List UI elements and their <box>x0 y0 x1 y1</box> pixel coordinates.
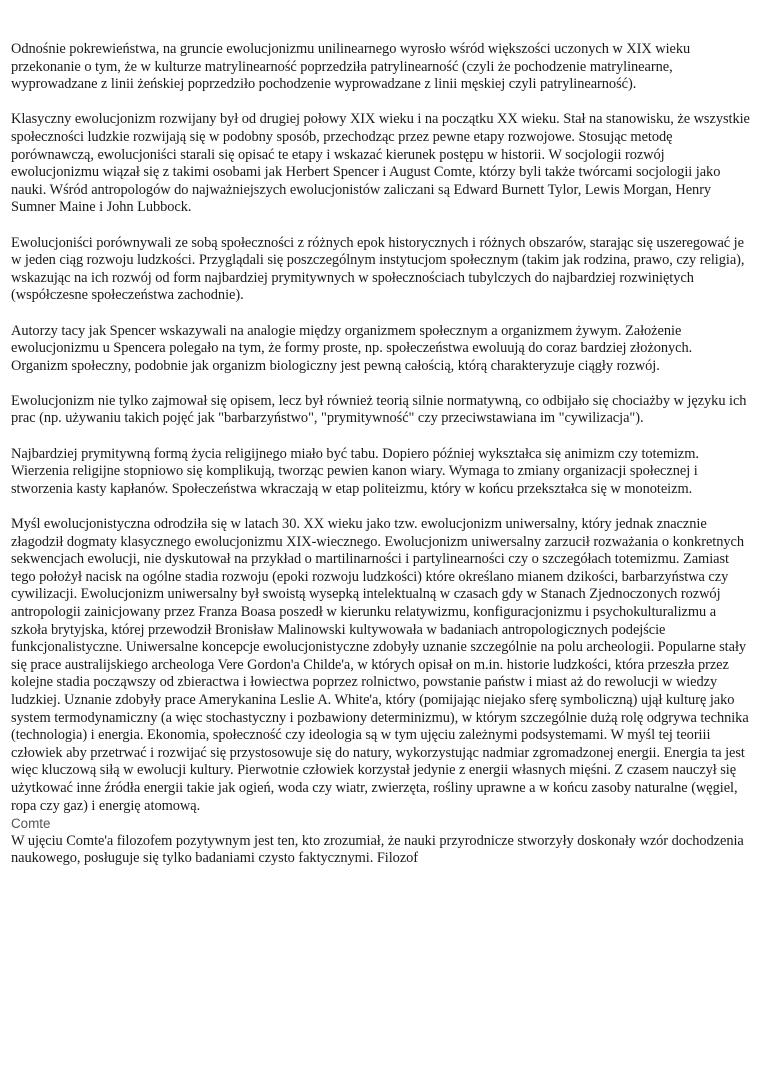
paragraph-normative-theory: Ewolucjonizm nie tylko zajmował się opisem, lecz był również teorią silnie normatywną, co odbijało się chociażby w języku ich prac (np. używaniu takich pojęć jak "barbarzyństwo", "prymitywność" czy przeciwstawiana im "cywilizacja"). <box>11 392 747 427</box>
paragraph-matrilineality: Odnośnie pokrewieństwa, na gruncie ewolucjonizmu unilinearnego wyrosło wśród większości uczonych w XIX wieku przekonanie o tym, że w kulturze matrylinearność poprzedziła patrylinearność (czyli że pochodzenie matrylinearne, wyprowadzane z linii żeńskiej poprzedziło pochodzenie wyprowadzane z linii męskiej czyli patrylinearność). <box>11 41 691 93</box>
paragraph-spencer-organism: Autorzy tacy jak Spencer wskazywali na analogie między organizmem społecznym a organizmem żywym. Założenie ewolucjonizmu u Spencera polegało na tym, że formy proste, np. społeczeństwa ewoluują do coraz bardziej złożonych. Organizm społeczny, podobnie jak organizm biologiczny jest pewną całością, którą charakteryzuje ciągły rozwój. <box>11 322 693 374</box>
paragraph-religion-stages: Najbardziej prymitywną formą życia religijnego miało być tabu. Dopiero później wykształca się animizm czy totemizm. Wierzenia religijne stopniowo się komplikują, tworząc pewien kanon wiary. Wymaga to zmiany organizacji społecznej i stworzenia kasty kapłanów. Społeczeństwa wkraczają w etap politeizmu, który w końcu przekształca się w monoteizm. <box>11 445 699 497</box>
paragraph-classical-evolutionism: Klasyczny ewolucjonizm rozwijany był od drugiej połowy XIX wieku i na początku XX wieku. Stał na stanowisku, że wszystkie społeczności ludzkie rozwijają się w podobny sposób, przechodząc przez pewne etapy rozwojowe. Stosując metodę porównawczą, ewolucjoniści starali się opisać te etapy i wskazać kierunek postępu w historii. W socjologii rozwój ewolucjonizmu wiązał się z takimi osobami jak Herbert Spencer i August Comte, którzy byli także twórcami socjologii jako nauki. Wśród antropologów do najważniejszych ewolucjonistów zaliczani są Edward Burnett Tylor, Lewis Morgan, Henry Sumner Maine i John Lubbock. <box>11 111 750 216</box>
paragraph-comparative-method: Ewolucjoniści porównywali ze sobą społeczności z różnych epok historycznych i różnych obszarów, starając się uszeregować je w jeden ciąg rozwoju ludzkości. Przyglądali się poszczególnym instytucjom społecznym (takim jak rodzina, prawo, czy religia), wskazując na ich rozwój od form najbardziej prymitywnych w społecznościach tubylczych do najbardziej rozwiniętych (współczesne społeczeństwa zachodnie). <box>11 234 745 304</box>
document-page <box>11 41 751 868</box>
paragraph-comte-positivism: W ujęciu Comte'a filozofem pozytywnym jest ten, kto zrozumiał, że nauki przyrodnicze stworzyły doskonały wzór dochodzenia naukowego, posługuje się tylko badaniami czysto faktycznymi. Filozof <box>11 832 744 867</box>
paragraph-universal-evolutionism: Myśl ewolucjonistyczna odrodziła się w latach 30. XX wieku jako tzw. ewolucjonizm uniwersalny, który jednak znacznie złagodził dogmaty klasycznego ewolucjonizmu XIX-wiecznego. Ewolucjonizm uniwersalny zarzucił rozważania o konkretnych sekwencjach ewolucji, nie dyskutował na przykład o martilinarności i partylinearności czy o szczegółach totemizmu. Zamiast tego położył nacisk na ogólne stadia rozwoju (epoki rozwoju ludzkości) które określano mianem dzikości, barbarzyństwa czy cywilizacji. Ewolucjonizm uniwersalny był swoistą wysepką intelektualną w czasach gdy w Stanach Zjednoczonych rozwój antropologii zainicjowany przez Franza Boasa poszedł w kierunku relatywizmu, konfiguracjonizmu i psychokulturalizmu a szkoła brytyjska, której przewodził Bronisław Malinowski kultywowała w badaniach antropologicznych podejście funkcjonalistyczne. Uniwersalne koncepcje ewolucjonistyczne zdobyły uznanie szczególnie na polu archeologii. Popularne stały się prace australijskiego archeologa Vere Gordon'a Childe'a, w których opisał on m.in. historie ludzkości, która przeszła przez kolejne stadia począwszy od zbieractwa i łowiectwa poprzez rolnictwo, powstanie państw i miast aż do rewolucji w wiedzy ludzkiej. Uznanie zdobyły prace Amerykanina Leslie A. White'a, który (pomijając niejako sferę symboliczną) ujął kulturę jako system termodynamiczny (a więc stochastyczny i pozbawiony determinizmu), w którym szczególnie dużą rolę odgrywa technika (technologia) i energia. Ekonomia, społeczność czy ideologia są w tym ujęciu zależnymi podsystemami. W myśl tej teoriii człowiek aby przetrwać i rozwijać się przystosowuje się do natury, wykorzystując nadmiar zgromadzonej energii. Energia ta jest więc kluczową siłą w ewolucji kultury. Pierwotnie człowiek korzystał jedynie z energii własnych mięśni. Z czasem nauczył się użytkować inne źródła energii takie jak ogień, woda czy wiatr, zwierzęta, rośliny uprawne a w końcu zasoby naturalne (węgiel, ropa czy gaz) i energię atomową. <box>11 516 749 814</box>
section-heading-comte: Comte <box>11 816 51 832</box>
